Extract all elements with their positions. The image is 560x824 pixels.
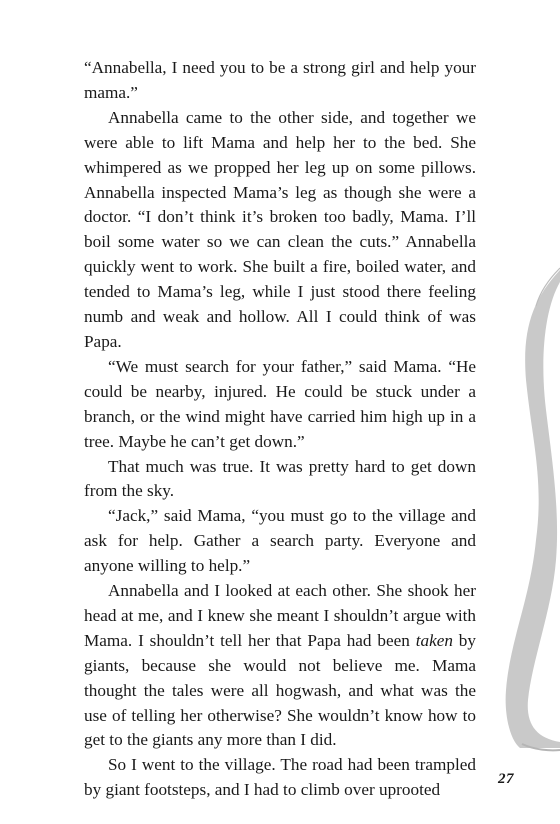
paragraph: “Jack,” said Mama, “you must go to the village and ask for help. Gather a search party. Everyone and anyone willing to help.” xyxy=(84,506,476,576)
paragraph: “We must search for your father,” said Mama. “He could be nearby, injured. He could be stuck under a branch, or the wind might have carried him high up in a tree. Maybe he can’t get down.” xyxy=(84,356,476,451)
paragraph xyxy=(84,579,476,753)
paragraph: “Annabella, I need you to be a strong girl and help your mama.” xyxy=(84,58,476,102)
paragraph: Annabella came to the other side, and together we were able to lift Mama and help her to the bed. She whimpered as we propped her leg up on some pillows. Annabella inspected Mama’s leg as though she were a doctor. “I don’t think it’s broken too badly, Mama. I’ll boil some water so we can clean the cuts.” Annabella quickly went to work. She built a fire, boiled water, and tended to Mama’s leg, while I just stood there feeling numb and weak and hollow. All I could think of was Papa. xyxy=(84,107,476,351)
chapter-body-text xyxy=(84,56,476,803)
emphasized-word: taken xyxy=(415,630,453,650)
paragraph: So I went to the village. The road had been trampled by giant footsteps, and I had to climb over uprooted xyxy=(84,755,476,800)
paragraph-text: by giants, because she would not believe me. Mama thought the tales were all hogwash, and what was the use of telling her otherwise? She wouldn’t know how to get to the giants any more than I did. xyxy=(84,630,476,750)
page-number: 27 xyxy=(498,771,514,787)
paragraph-text: Annabella and I looked at each other. She shook her head at me, and I knew she meant I shouldn’t argue with Mama. I shouldn’t tell her that Papa had been xyxy=(84,581,476,650)
paragraph: That much was true. It was pretty hard to get down from the sky. xyxy=(84,456,476,501)
